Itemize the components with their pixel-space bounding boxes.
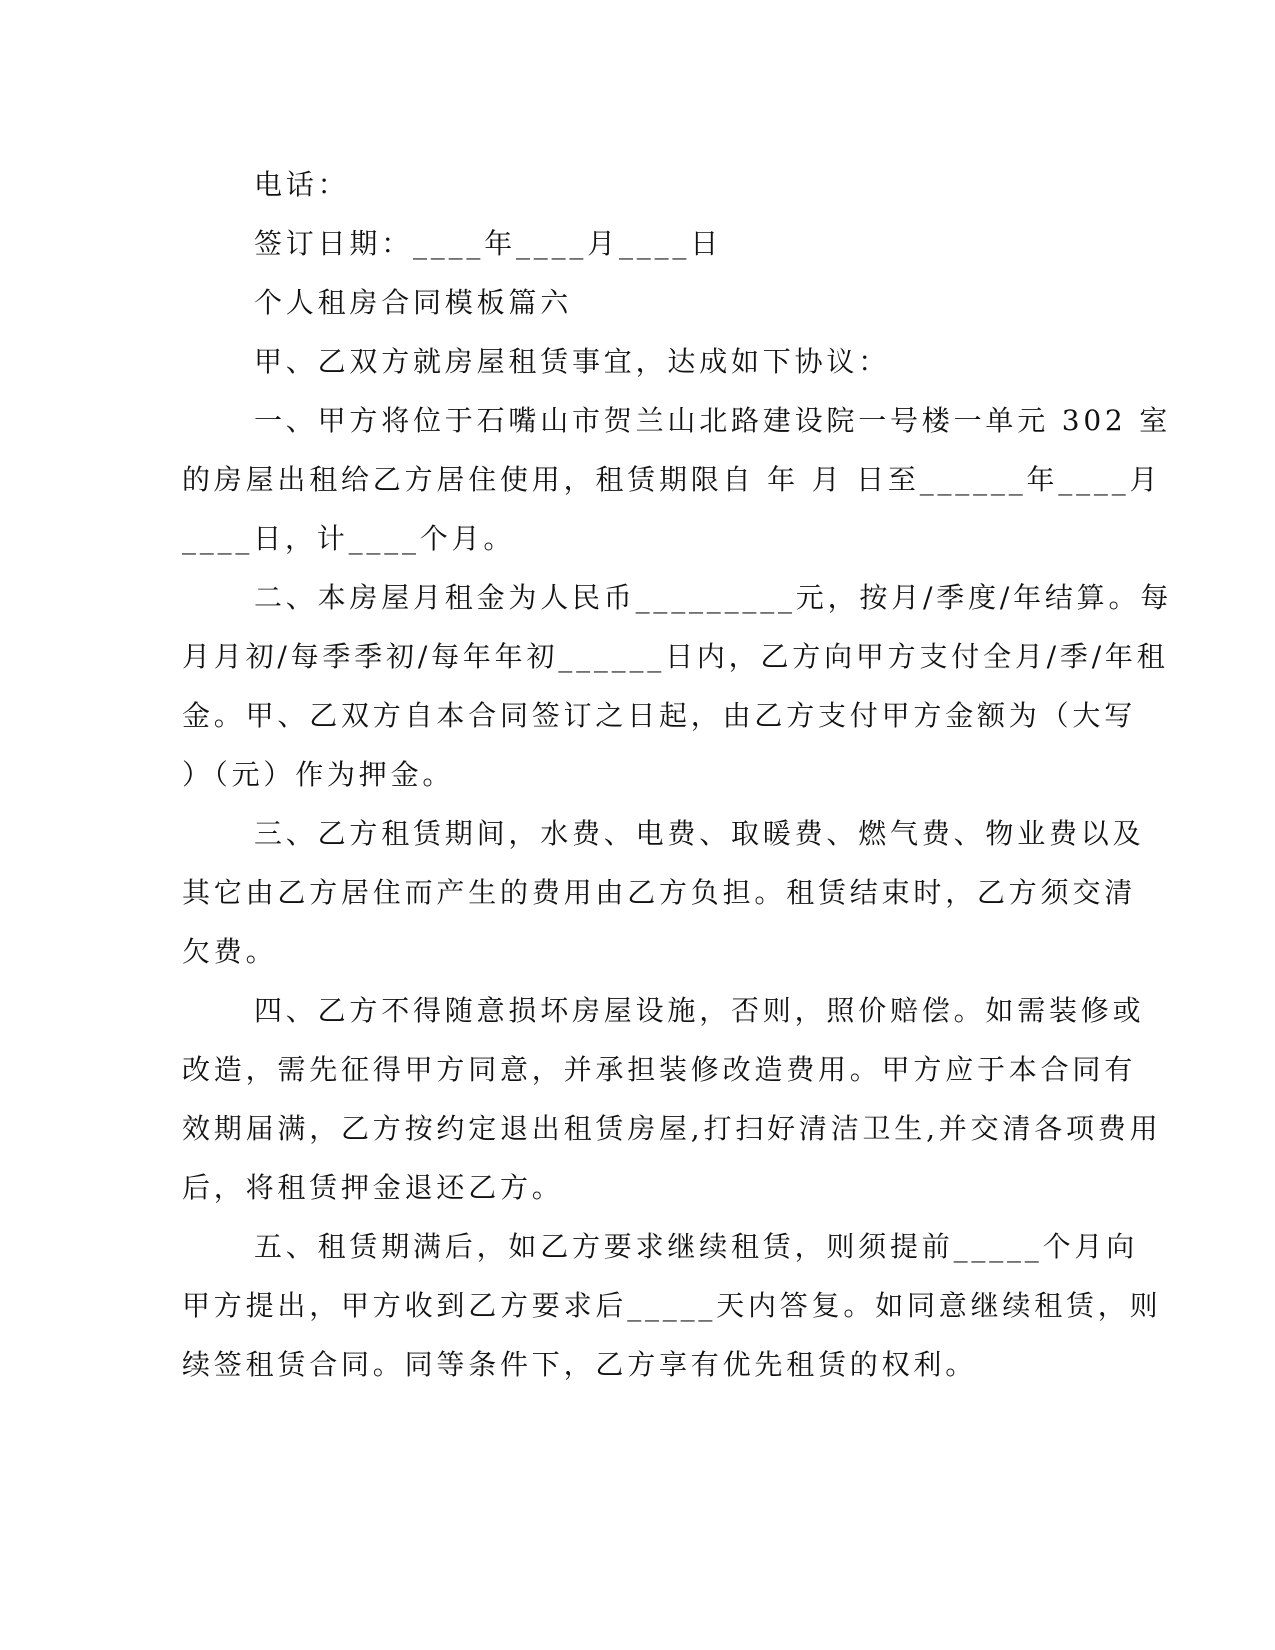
- signing-date-line: 签订日期：____年____月____日: [254, 227, 723, 260]
- clause-3-line-3: 欠费。: [182, 935, 278, 968]
- clause-5-line-2: 甲方提出，甲方收到乙方要求后_____天内答复。如同意继续租赁，则: [182, 1289, 1162, 1322]
- document-page: [182, 155, 1173, 1394]
- clause-5-line-1: 五、租赁期满后，如乙方要求继续租赁，则须提前_____个月向: [254, 1230, 1139, 1263]
- clause-3-line-2: 其它由乙方居住而产生的费用由乙方负担。租赁结束时，乙方须交清: [182, 876, 1137, 909]
- clause-3-line-1: 三、乙方租赁期间，水费、电费、取暖费、燃气费、物业费以及: [254, 817, 1145, 850]
- clause-2-line-3: 金。甲、乙双方自本合同签订之日起，由乙方支付甲方金额为（大写: [182, 699, 1137, 732]
- agreement-intro: 甲、乙双方就房屋租赁事宜，达成如下协议：: [254, 345, 891, 378]
- clause-4-line-2: 改造，需先征得甲方同意，并承担装修改造费用。甲方应于本合同有: [182, 1053, 1137, 1086]
- clause-2-line-1: 二、本房屋月租金为人民币_________元，按月/季度/年结算。每: [254, 581, 1173, 614]
- clause-4-line-3: 效期届满，乙方按约定退出租赁房屋,打扫好清洁卫生,并交清各项费用: [182, 1112, 1162, 1145]
- clause-1-line-1: 一、甲方将位于石嘴山市贺兰山北路建设院一号楼一单元 302 室: [254, 404, 1172, 437]
- clause-2-line-2: 月月初/每季季初/每年年初______日内，乙方向甲方支付全月/季/年租: [182, 640, 1169, 673]
- phone-line: 电话：: [254, 168, 350, 201]
- clause-4-line-4: 后，将租赁押金退还乙方。: [182, 1171, 564, 1204]
- clause-5-line-3: 续签租赁合同。同等条件下，乙方享有优先租赁的权利。: [182, 1348, 978, 1381]
- clause-1-line-3: ____日，计____个月。: [182, 522, 516, 555]
- clause-2-line-4: ）（元）作为押金。: [182, 758, 455, 791]
- clause-4-line-1: 四、乙方不得随意损坏房屋设施，否则，照价赔偿。如需装修或: [254, 994, 1145, 1027]
- section-heading: 个人租房合同模板篇六: [254, 286, 573, 319]
- clause-1-line-2: 的房屋出租给乙方居住使用，租赁期限自 年 月 日至______年____月: [182, 463, 1162, 496]
